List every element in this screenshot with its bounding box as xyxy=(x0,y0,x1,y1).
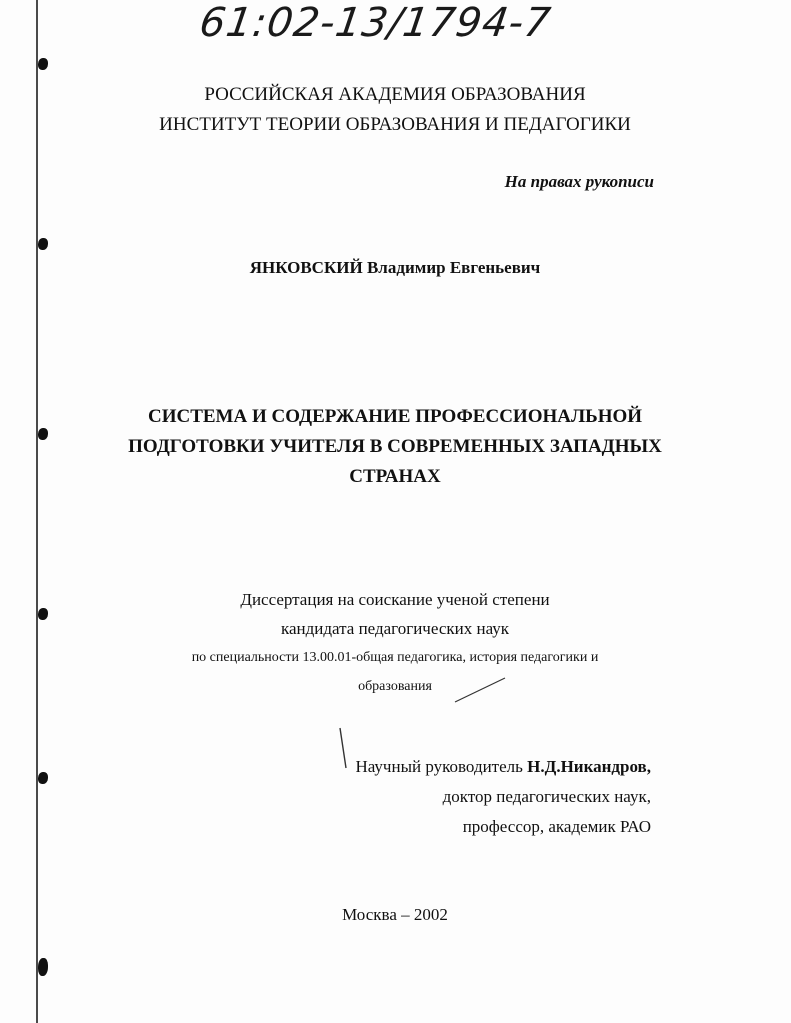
manuscript-rights-note: На правах рукописи xyxy=(504,172,654,191)
title-line-3: СТРАНАХ xyxy=(349,466,441,487)
title-line-2: ПОДГОТОВКИ УЧИТЕЛЯ В СОВРЕМЕННЫХ ЗАПАДНЫХ xyxy=(128,436,662,457)
pen-stroke-vertical xyxy=(340,728,346,768)
organization-line-1: РОССИЙСКАЯ АКАДЕМИЯ ОБРАЗОВАНИЯ xyxy=(204,84,586,105)
pen-stroke-diagonal xyxy=(455,678,505,702)
city-year: Москва – 2002 xyxy=(342,905,448,924)
title-line-1: СИСТЕМА И СОДЕРЖАНИЕ ПРОФЕССИОНАЛЬНОЙ xyxy=(147,406,643,427)
specialty-line-1: по специальности 13.00.01-общая педагогика, история педагогики и xyxy=(191,650,599,665)
specialty-line-2: образования xyxy=(358,679,432,694)
degree-line-1: Диссертация на соискание ученой степени xyxy=(240,590,550,609)
supervisor-label: Научный руководитель xyxy=(355,757,523,776)
handwritten-archive-code: 61:02-13/1794-7 xyxy=(196,0,554,46)
organization-line-2: ИНСТИТУТ ТЕОРИИ ОБРАЗОВАНИЯ И ПЕДАГОГИКИ xyxy=(159,114,631,135)
supervisor-line xyxy=(355,752,651,782)
supervisor-degree: доктор педагогических наук, xyxy=(442,787,651,806)
degree-line-2: кандидата педагогических наук xyxy=(280,619,510,638)
author-given-names: Владимир Евгеньевич xyxy=(366,258,541,277)
supervisor-titles: профессор, академик РАО xyxy=(462,817,651,836)
author-surname: ЯНКОВСКИЙ xyxy=(249,258,363,277)
supervisor-name: Н.Д.Никандров, xyxy=(527,757,651,776)
